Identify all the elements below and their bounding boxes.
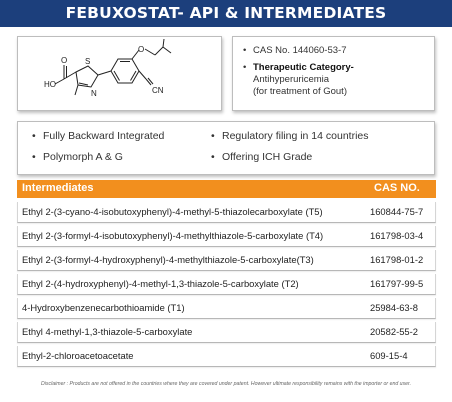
intermediate-name: Ethyl-2-chloroacetoacetate — [22, 350, 134, 361]
table-row — [17, 202, 436, 223]
feature-label: Fully Backward Integrated — [43, 130, 165, 142]
intermediate-name: Ethyl 4-methyl-1,3-thiazole-5-carboxylate — [22, 326, 193, 337]
table-row — [17, 274, 436, 295]
structure-label-o-acid: O — [61, 56, 68, 65]
structure-label-cn: CN — [152, 86, 164, 95]
structure-label-ho: HO — [44, 80, 56, 89]
bullet-icon: • — [32, 130, 36, 142]
intermediate-name: Ethyl 2-(3-formyl-4-isobutoxyphenyl)-4-methylthiazole-5-carboxylate (T4) — [22, 230, 324, 241]
structure-label-s: S — [85, 57, 91, 66]
cas-number: CAS No. 144060-53-7 — [253, 45, 347, 56]
table-row — [17, 250, 436, 271]
therapeutic-category-label: Therapeutic Category- — [253, 62, 354, 73]
bullet-icon: • — [243, 62, 247, 73]
therapeutic-category-value: Antihyperuricemia — [253, 74, 330, 85]
feature-label: Regulatory filing in 14 countries — [222, 130, 369, 142]
intermediate-name: Ethyl 2-(4-hydroxyphenyl)-4-methyl-1,3-thiazole-5-carboxylate (T2) — [22, 278, 299, 289]
feature-item — [32, 151, 123, 163]
bullet-icon: • — [243, 45, 247, 56]
structure-label-o-ether: O — [138, 45, 145, 54]
page-title: FEBUXOSTAT- API & INTERMEDIATES — [0, 0, 452, 27]
feature-item — [211, 130, 369, 142]
bullet-icon: • — [32, 151, 36, 163]
header-cas-no: CAS NO. — [374, 182, 420, 194]
febuxostat-structure-diagram — [18, 37, 221, 110]
intermediate-cas: 609-15-4 — [370, 350, 408, 361]
bullet-icon: • — [211, 130, 215, 142]
bullet-icon: • — [211, 151, 215, 163]
intermediate-cas: 160844-75-7 — [370, 206, 424, 217]
therapeutic-category-note: (for treatment of Gout) — [253, 86, 347, 97]
table-row — [17, 322, 436, 343]
product-info-box — [232, 36, 435, 111]
intermediate-cas: 161797-99-5 — [370, 278, 424, 289]
intermediate-cas: 161798-01-2 — [370, 254, 424, 265]
feature-label: Polymorph A & G — [43, 151, 123, 163]
intermediate-name: 4-Hydroxybenzenecarbothioamide (T1) — [22, 302, 185, 313]
feature-label: Offering ICH Grade — [222, 151, 313, 163]
intermediates-table — [17, 180, 436, 370]
intermediate-cas: 25984-63-8 — [370, 302, 418, 313]
intermediate-cas: 161798-03-4 — [370, 230, 424, 241]
chemical-structure-box — [17, 36, 222, 111]
table-row — [17, 346, 436, 367]
disclaimer-text: Disclaimer : Products are not offered in the countries where they are covered under patent. However ultimate responsibility remains with the importer or end user. — [40, 381, 412, 387]
intermediate-cas: 20582-55-2 — [370, 326, 418, 337]
intermediate-name: Ethyl 2-(3-formyl-4-hydroxyphenyl)-4-methylthiazole-5-carboxylate(T3) — [22, 254, 314, 265]
intermediate-name: Ethyl 2-(3-cyano-4-isobutoxyphenyl)-4-methyl-5-thiazolecarboxylate (T5) — [22, 206, 323, 217]
header-intermediates: Intermediates — [22, 182, 94, 194]
features-box — [17, 121, 435, 175]
table-row — [17, 226, 436, 247]
feature-item — [32, 130, 164, 142]
structure-label-n: N — [91, 89, 97, 98]
table-row — [17, 298, 436, 319]
table-header — [17, 180, 436, 198]
feature-item — [211, 151, 312, 163]
